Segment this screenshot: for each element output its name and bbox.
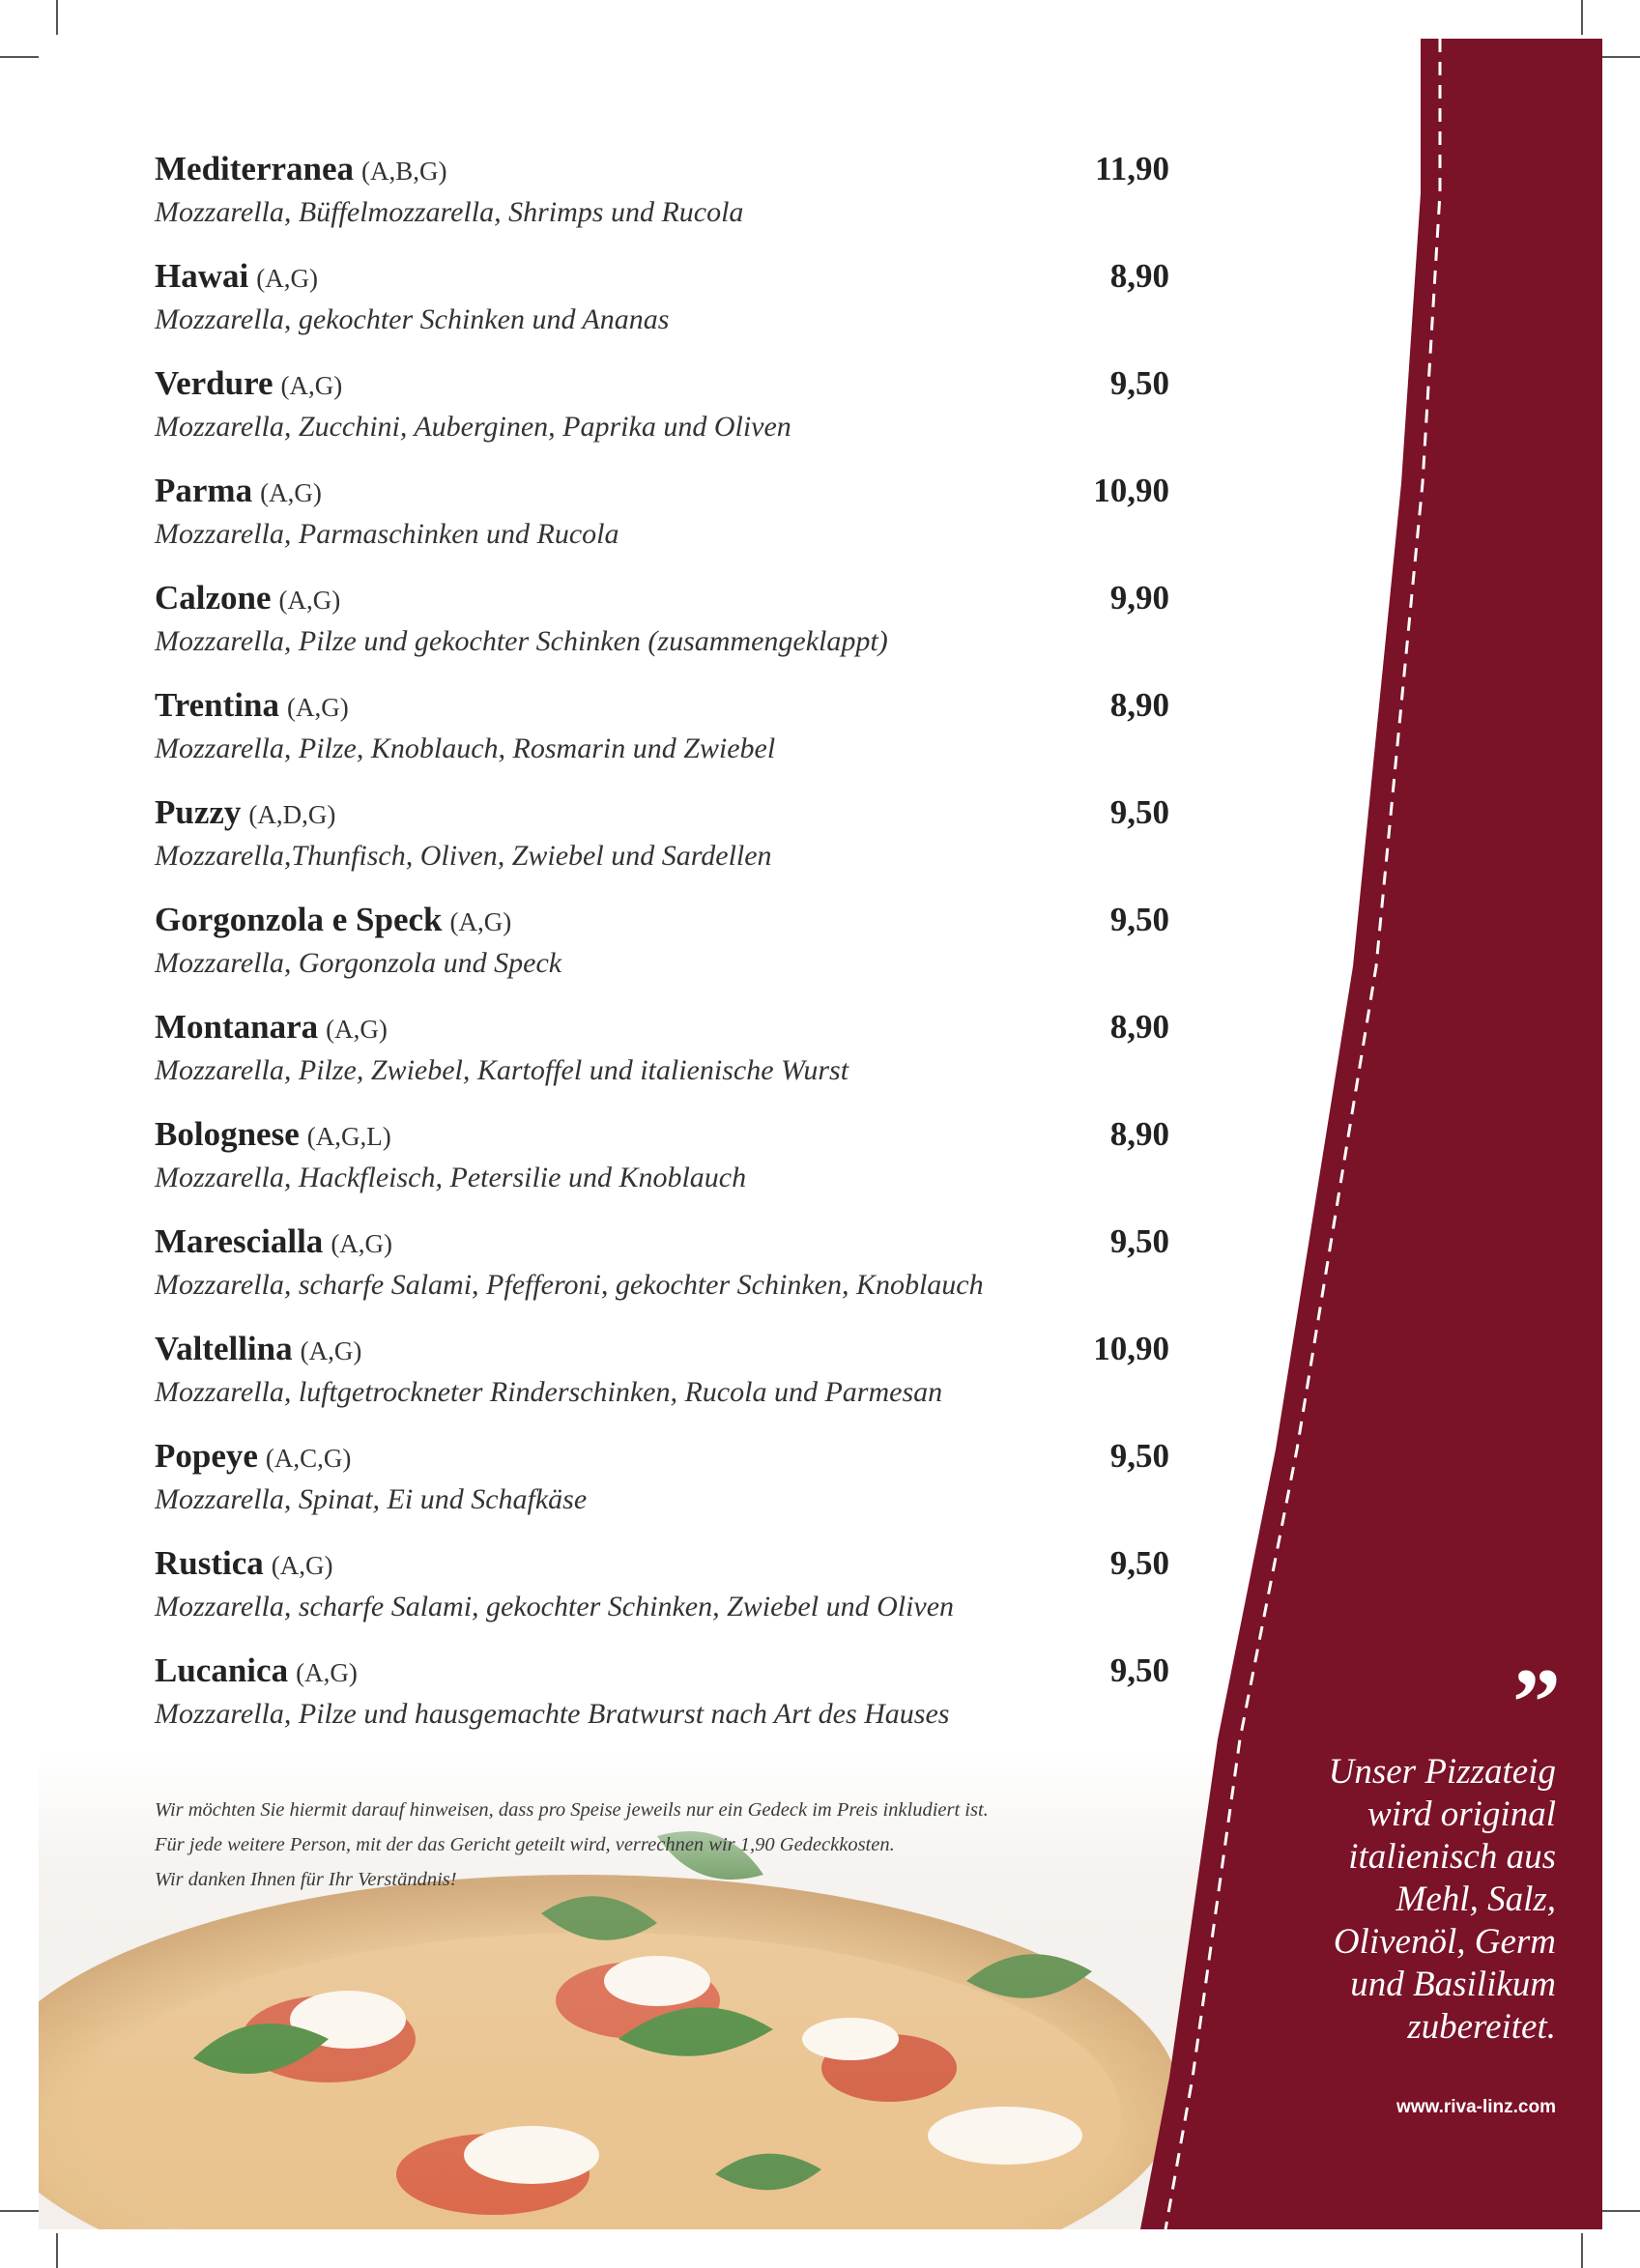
menu-item-name: Hawai bbox=[155, 257, 249, 295]
menu-item-allergens: (A,G) bbox=[331, 1229, 393, 1258]
menu-item-price: 9,50 bbox=[1109, 1222, 1169, 1260]
menu-item-name: Valtellina bbox=[155, 1330, 293, 1367]
menu-item-price: 9,50 bbox=[1109, 1544, 1169, 1582]
menu-item-allergens: (A,G) bbox=[300, 1336, 362, 1365]
menu-item-allergens: (A,G) bbox=[326, 1015, 388, 1044]
menu-item-header bbox=[155, 1647, 1169, 1695]
menu-item-description: Mozzarella,Thunfisch, Oliven, Zwiebel und Sardellen bbox=[155, 840, 772, 872]
menu-item-header bbox=[155, 1325, 1169, 1373]
menu-item-description: Mozzarella, Pilze und gekochter Schinken (zusammengeklappt) bbox=[155, 625, 888, 657]
menu-item-name: Trentina bbox=[155, 686, 279, 724]
menu-item-price: 8,90 bbox=[1109, 1115, 1169, 1153]
menu-item-name: Lucanica bbox=[155, 1651, 289, 1689]
menu-item-description: Mozzarella, Büffelmozzarella, Shrimps und Rucola bbox=[155, 196, 744, 228]
pizza-menu bbox=[155, 145, 1169, 1754]
menu-item bbox=[155, 789, 1169, 896]
menu-item-header bbox=[155, 681, 1169, 730]
menu-item-allergens: (A,G) bbox=[280, 371, 343, 400]
quote-line: Unser Pizzateig bbox=[1328, 1752, 1556, 1792]
menu-item bbox=[155, 467, 1169, 574]
menu-item bbox=[155, 359, 1169, 467]
menu-item bbox=[155, 896, 1169, 1003]
menu-item-header bbox=[155, 1539, 1169, 1588]
menu-item-allergens: (A,B,G) bbox=[361, 157, 447, 186]
menu-item bbox=[155, 1003, 1169, 1110]
menu-item-allergens: (A,G) bbox=[287, 693, 349, 722]
menu-item bbox=[155, 1647, 1169, 1754]
menu-item-header bbox=[155, 574, 1169, 622]
menu-item-description: Mozzarella, gekochter Schinken und Ananas bbox=[155, 303, 670, 335]
menu-item-name: Bolognese bbox=[155, 1115, 300, 1153]
menu-item-header bbox=[155, 359, 1169, 408]
menu-item-price: 9,50 bbox=[1109, 901, 1169, 938]
menu-item bbox=[155, 681, 1169, 789]
menu-item-header bbox=[155, 789, 1169, 837]
menu-item bbox=[155, 1110, 1169, 1218]
note-line: Für jede weitere Person, mit der das Gericht geteilt wird, verrechnen wir 1,90 Gedeckkosten. bbox=[155, 1834, 895, 1855]
menu-item-description: Mozzarella, scharfe Salami, gekochter Schinken, Zwiebel und Oliven bbox=[155, 1591, 955, 1622]
menu-item-header bbox=[155, 145, 1169, 193]
menu-item-allergens: (A,G,L) bbox=[306, 1122, 391, 1151]
menu-item-price: 9,50 bbox=[1109, 793, 1169, 831]
menu-item-price: 9,50 bbox=[1109, 1651, 1169, 1689]
website-link[interactable]: www.riva-linz.com bbox=[1395, 2097, 1556, 2117]
quote-line: Olivenöl, Germ bbox=[1333, 1922, 1556, 1962]
quote-line: zubereitet. bbox=[1407, 2007, 1556, 2047]
menu-item bbox=[155, 252, 1169, 359]
menu-item-name: Calzone bbox=[155, 579, 272, 617]
menu-item-name: Mediterranea bbox=[155, 150, 355, 187]
menu-item-name: Gorgonzola e Speck bbox=[155, 901, 443, 938]
quote-mark-icon: ” bbox=[1512, 1649, 1561, 1756]
menu-item-description: Mozzarella, Spinat, Ei und Schafkäse bbox=[155, 1483, 588, 1515]
menu-item bbox=[155, 1432, 1169, 1539]
menu-item-allergens: (A,G) bbox=[260, 478, 322, 507]
menu-item-allergens: (A,G) bbox=[256, 264, 318, 293]
menu-item-header bbox=[155, 1110, 1169, 1159]
quote-line: wird original bbox=[1367, 1794, 1556, 1834]
menu-item-allergens: (A,C,G) bbox=[265, 1444, 352, 1473]
menu-item-price: 9,50 bbox=[1109, 364, 1169, 402]
menu-item-description: Mozzarella, Hackfleisch, Petersilie und Knoblauch bbox=[155, 1162, 747, 1193]
menu-item-name: Verdure bbox=[155, 364, 273, 402]
cover-charge-note bbox=[155, 1793, 1169, 1897]
menu-item-price: 8,90 bbox=[1109, 1008, 1169, 1046]
menu-item-description: Mozzarella, luftgetrockneter Rinderschinken, Rucola und Parmesan bbox=[155, 1376, 943, 1408]
menu-item-allergens: (A,G) bbox=[449, 907, 512, 936]
menu-item-name: Marescialla bbox=[155, 1222, 324, 1260]
note-line: Wir danken Ihnen für Ihr Verständnis! bbox=[155, 1869, 457, 1890]
menu-item bbox=[155, 574, 1169, 681]
menu-item-price: 9,50 bbox=[1109, 1437, 1169, 1475]
menu-item-description: Mozzarella, Gorgonzola und Speck bbox=[155, 947, 562, 979]
menu-item-price: 11,90 bbox=[1095, 150, 1169, 187]
menu-item-price: 8,90 bbox=[1109, 686, 1169, 724]
menu-item bbox=[155, 1218, 1169, 1325]
menu-item-allergens: (A,G) bbox=[271, 1551, 333, 1580]
menu-item-description: Mozzarella, Zucchini, Auberginen, Paprika und Oliven bbox=[155, 411, 791, 443]
menu-item-name: Rustica bbox=[155, 1544, 264, 1582]
menu-item-header bbox=[155, 1003, 1169, 1051]
menu-item-description: Mozzarella, Pilze, Knoblauch, Rosmarin und Zwiebel bbox=[155, 732, 776, 764]
menu-item-name: Parma bbox=[155, 472, 253, 509]
quote-line: Mehl, Salz, bbox=[1395, 1880, 1556, 1919]
note-line: Wir möchten Sie hiermit darauf hinweisen, dass pro Speise jeweils nur ein Gedeck im Preis inkludiert ist. bbox=[155, 1799, 989, 1821]
menu-item-price: 10,90 bbox=[1093, 1330, 1169, 1367]
menu-item-allergens: (A,G) bbox=[278, 586, 341, 615]
menu-item bbox=[155, 1539, 1169, 1647]
menu-item-name: Puzzy bbox=[155, 793, 242, 831]
menu-item-allergens: (A,G) bbox=[296, 1658, 358, 1687]
menu-item-price: 10,90 bbox=[1093, 472, 1169, 509]
menu-item-header bbox=[155, 252, 1169, 301]
menu-item-price: 8,90 bbox=[1109, 257, 1169, 295]
menu-item-allergens: (A,D,G) bbox=[248, 800, 336, 829]
menu-item-header bbox=[155, 1432, 1169, 1480]
dough-quote bbox=[1237, 1751, 1556, 2049]
menu-item-description: Mozzarella, scharfe Salami, Pfefferoni, gekochter Schinken, Knoblauch bbox=[155, 1269, 984, 1301]
menu-item-description: Mozzarella, Pilze und hausgemachte Bratwurst nach Art des Hauses bbox=[155, 1698, 950, 1730]
menu-item-name: Montanara bbox=[155, 1008, 319, 1046]
menu-item-header bbox=[155, 1218, 1169, 1266]
menu-item-header bbox=[155, 896, 1169, 944]
menu-item-description: Mozzarella, Pilze, Zwiebel, Kartoffel und italienische Wurst bbox=[155, 1054, 849, 1086]
menu-item bbox=[155, 1325, 1169, 1432]
quote-line: italienisch aus bbox=[1348, 1837, 1556, 1877]
quote-line: und Basilikum bbox=[1350, 1965, 1556, 2004]
menu-item-description: Mozzarella, Parmaschinken und Rucola bbox=[155, 518, 619, 550]
menu-item-name: Popeye bbox=[155, 1437, 258, 1475]
menu-item-header bbox=[155, 467, 1169, 515]
menu-item-price: 9,90 bbox=[1109, 579, 1169, 617]
menu-item bbox=[155, 145, 1169, 252]
